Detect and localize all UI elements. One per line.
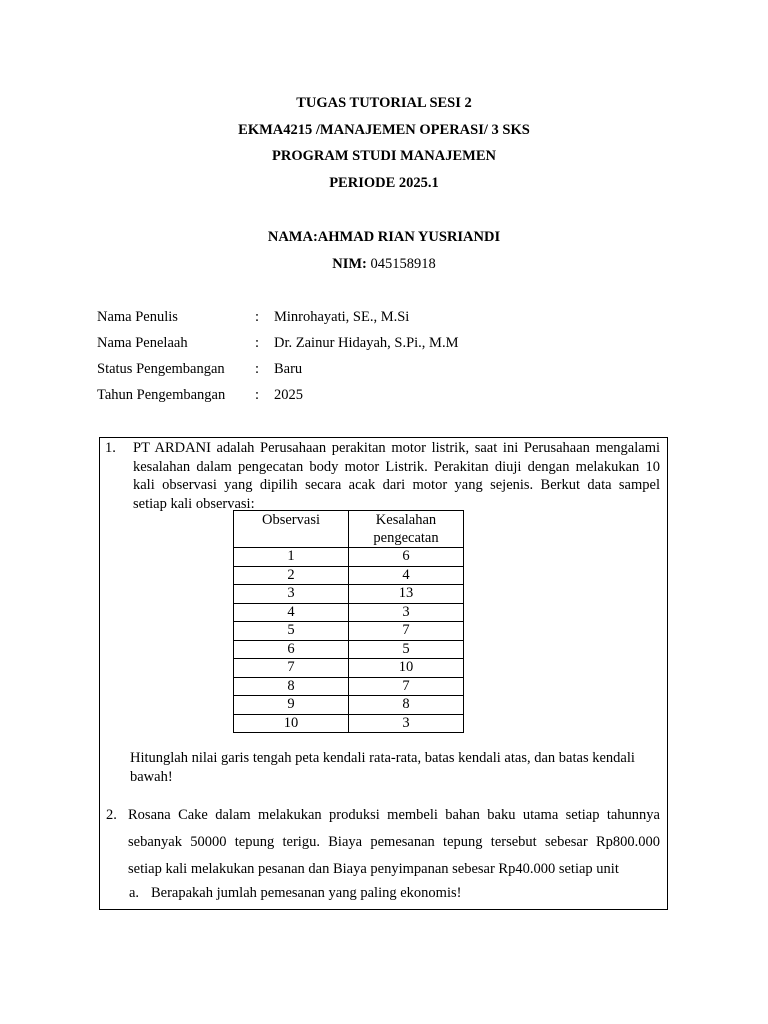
table-row (234, 696, 464, 715)
meta-value: Baru (274, 361, 303, 377)
meta-label: Status Pengembangan (97, 361, 225, 377)
cell-kesalahan: 13 (349, 585, 464, 604)
cell-observasi: 10 (234, 714, 349, 733)
question-1-number: 1. (105, 440, 116, 456)
table-row (234, 659, 464, 678)
table-header-row (234, 511, 464, 548)
cell-kesalahan: 6 (349, 548, 464, 567)
question-2-text (128, 802, 660, 883)
table-row (234, 585, 464, 604)
meta-label: Nama Penelaah (97, 335, 188, 351)
assignment-title: TUGAS TUTORIAL SESI 2 (296, 95, 472, 111)
meta-label: Tahun Pengembangan (97, 387, 226, 403)
cell-kesalahan: 10 (349, 659, 464, 678)
table-row (234, 677, 464, 696)
cell-observasi: 6 (234, 640, 349, 659)
question-2a (129, 880, 461, 907)
question-1-line: PT ARDANI adalah Perusahaan perakitan motor listrik, saat ini Perusahaan mengalami (133, 440, 660, 456)
student-name: NAMA:AHMAD RIAN YUSRIANDI (267, 229, 501, 245)
meta-colon: : (255, 361, 260, 377)
course-code: EKMA4215 /MANAJEMEN OPERASI/ 3 SKS (238, 122, 530, 138)
cell-observasi: 7 (234, 659, 349, 678)
table-row (234, 622, 464, 641)
question-1-line: kali observasi yang dipilih secara acak dari motor yang sejenis. Berkut data sampel (133, 477, 660, 493)
table-row (234, 548, 464, 567)
meta-colon: : (255, 387, 260, 403)
nim-value: 045158918 (366, 256, 436, 272)
cell-kesalahan: 3 (349, 714, 464, 733)
cell-kesalahan: 4 (349, 566, 464, 585)
cell-observasi: 3 (234, 585, 349, 604)
cell-kesalahan: 8 (349, 696, 464, 715)
cell-observasi: 8 (234, 677, 349, 696)
question-1-line: kesalahan dalam pengecatan body motor Listrik. Perakitan diuji dengan melakukan 10 (133, 458, 660, 475)
cell-observasi: 9 (234, 696, 349, 715)
meta-colon: : (255, 335, 260, 351)
period: PERIODE 2025.1 (329, 175, 439, 191)
question-1-text (133, 439, 660, 513)
meta-colon: : (255, 309, 260, 325)
question-2-line: sebanyak 50000 tepung terigu. Biaya pemesanan tepung tersebut sebesar Rp800.000 (128, 834, 660, 850)
cell-observasi: 1 (234, 548, 349, 567)
meta-value: Dr. Zainur Hidayah, S.Pi., M.M (274, 335, 459, 351)
meta-value: Minrohayati, SE., M.Si (274, 309, 410, 325)
header-observasi: Observasi (234, 511, 349, 548)
header-kesalahan: Kesalahan pengecatan (349, 511, 464, 548)
table-row (234, 566, 464, 585)
cell-kesalahan: 7 (349, 622, 464, 641)
question-2-line: Rosana Cake dalam melakukan produksi membeli bahan baku utama setiap tahunnya (128, 807, 660, 823)
question-2a-label: a. (129, 885, 140, 901)
student-nim (0, 255, 768, 273)
table-row (234, 603, 464, 622)
study-program: PROGRAM STUDI MANAJEMEN (272, 148, 496, 164)
question-2-line: setiap kali melakukan pesanan dan Biaya penyimpanan sebesar Rp40.000 setiap unit (128, 861, 619, 877)
question-1-instruction: Hitunglah nilai garis tengah peta kendali rata-rata, batas kendali atas, dan batas kendali bawah! (130, 750, 635, 785)
question-1-line: setiap kali observasi: (133, 495, 255, 512)
question-2-number: 2. (106, 807, 117, 823)
cell-kesalahan: 7 (349, 677, 464, 696)
cell-observasi: 5 (234, 622, 349, 641)
observation-table (233, 510, 464, 733)
table-row (234, 640, 464, 659)
meta-label: Nama Penulis (97, 309, 178, 325)
cell-kesalahan: 3 (349, 603, 464, 622)
question-2a-text: Berapakah jumlah pemesanan yang paling ekonomis! (151, 885, 462, 901)
cell-kesalahan: 5 (349, 640, 464, 659)
table-row (234, 714, 464, 733)
cell-observasi: 4 (234, 603, 349, 622)
meta-value: 2025 (274, 387, 303, 403)
cell-observasi: 2 (234, 566, 349, 585)
nim-label: NIM: (332, 256, 367, 272)
